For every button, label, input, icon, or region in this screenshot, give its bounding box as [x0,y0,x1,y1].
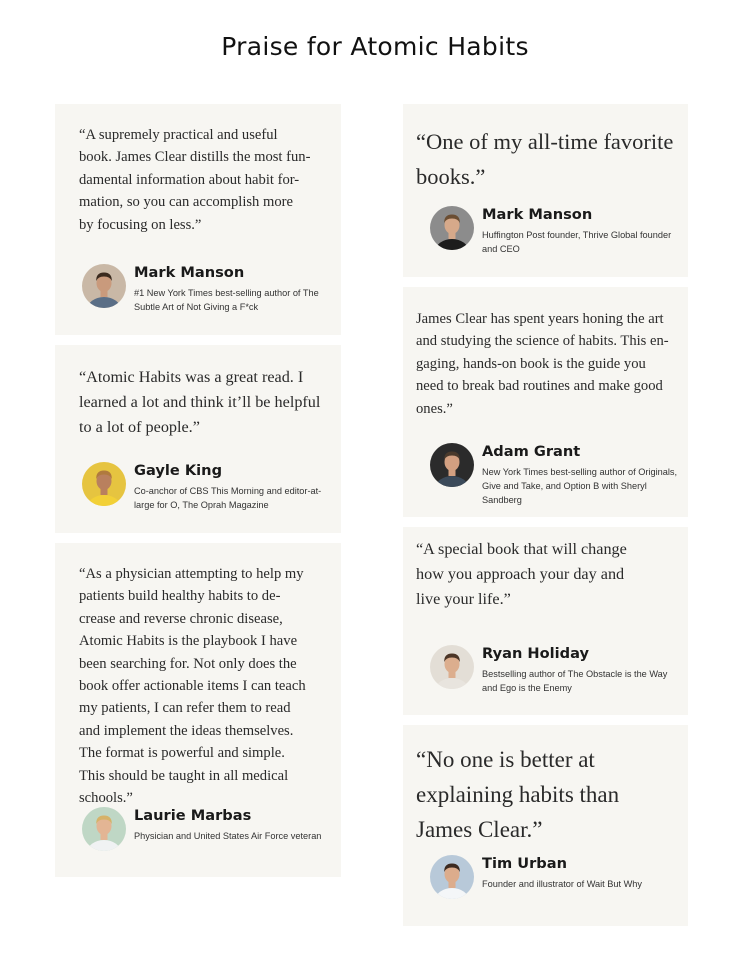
avatar [430,855,474,899]
author-role: Bestselling author of The Obstacle is the Way and Ego is the Enemy [482,669,668,693]
testimonial-card [55,543,341,877]
avatar [430,206,474,250]
author-name: Tim Urban [482,855,567,872]
quote-line: “A supremely practical and useful [79,127,278,143]
portrait-icon [430,855,474,899]
quote-line: and studying the science of habits. This en- [416,333,669,350]
quote-line: schools.” [79,790,133,807]
testimonial-card [403,527,688,715]
quote-line: my patients, I can refer them to read [79,700,291,717]
portrait-icon [82,264,126,308]
quote-line: mation, so you can accomplish more [79,194,293,211]
quote-line: This should be taught in all medical [79,767,289,784]
quote-line: “A special book that will change [416,540,627,558]
author-role: Physician and United States Air Force veteran [134,831,322,841]
avatar [82,462,126,506]
quote-line: gaging, hands-on book is the guide you [416,355,646,372]
portrait-icon [430,645,474,689]
quote-line: learned a lot and think it’ll be helpful [79,393,321,411]
testimonial-card [55,104,341,335]
quote-line: “No one is better at [416,747,595,772]
avatar [82,807,126,851]
author-role: Huffington Post founder, Thrive Global founder and CEO [482,230,672,254]
quote-line: how you approach your day and [416,565,625,583]
quote-line: book. James Clear distills the most fun- [79,149,311,166]
quote-line: James Clear has spent years honing the art [416,311,664,327]
quote-line: “Atomic Habits was a great read. I [79,368,304,386]
portrait-icon [82,462,126,506]
author-name: Gayle King [134,462,223,479]
portrait-icon [430,206,474,250]
avatar [430,645,474,689]
quote-line: The format is powerful and simple. [79,745,285,762]
quote-line: by focusing on less.” [79,216,202,233]
author-role: New York Times best-selling author of Originals, Give and Take, and Option B with Sheryl Sandberg [482,467,678,505]
quote-line: live your life.” [416,590,511,608]
quote-line: to a lot of people.” [79,418,200,436]
author-name: Mark Manson [134,264,245,281]
page-title: Praise for Atomic Habits [221,32,529,61]
author-name: Mark Manson [482,206,593,223]
quote-line: damental information about habit for- [79,171,300,188]
author-name: Laurie Marbas [134,807,252,824]
testimonial-quote [79,563,327,809]
testimonial-quote [416,124,674,194]
testimonial-quote [79,365,327,440]
quote-line: James Clear.” [416,817,543,842]
author-role: Co-anchor of CBS This Morning and editor-at-large for O, The Oprah Magazine [134,486,322,510]
quote-line: and implement the ideas themselves. [79,722,294,739]
testimonial-quote [416,537,674,612]
testimonial-card [55,345,341,533]
author-role: #1 New York Times best-selling author of The Subtle Art of Not Giving a F*ck [134,288,319,312]
quote-line: explaining habits than [416,782,620,807]
testimonial-card [403,725,688,926]
testimonial-card [403,287,688,517]
author-name: Adam Grant [482,443,581,460]
quote-line: “As a physician attempting to help my [79,566,304,582]
testimonial-card [403,104,688,277]
avatar [82,264,126,308]
quote-line: need to break bad routines and make good [416,378,663,395]
quote-line: books.” [416,164,486,189]
testimonial-quote [416,742,674,847]
quote-line: “One of my all-time favorite [416,129,674,154]
quote-line: Atomic Habits is the playbook I have [79,633,298,650]
quote-line: been searching for. Not only does the [79,655,297,672]
author-role: Founder and illustrator of Wait But Why [482,879,642,889]
portrait-icon [430,443,474,487]
author-name: Ryan Holiday [482,645,590,662]
quote-line: ones.” [416,400,453,417]
quote-line: crease and reverse chronic disease, [79,610,283,627]
quote-line: book offer actionable items I can teach [79,678,306,695]
avatar [430,443,474,487]
quote-line: patients build healthy habits to de- [79,588,281,605]
testimonial-quote [79,124,327,236]
testimonial-quote [416,308,674,420]
portrait-icon [82,807,126,851]
